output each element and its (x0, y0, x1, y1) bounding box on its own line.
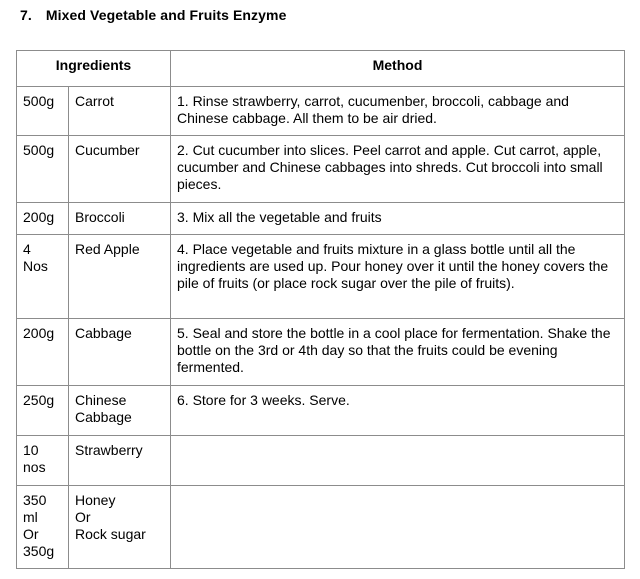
quantity-cell: 4 Nos (17, 235, 69, 319)
table-row (17, 235, 625, 319)
table-row (17, 87, 625, 136)
quantity-cell: 200g (17, 319, 69, 386)
method-cell: 6. Store for 3 weeks. Serve. (171, 386, 625, 436)
recipe-name: Mixed Vegetable and Fruits Enzyme (45, 7, 287, 23)
ingredient-cell: Cucumber (69, 136, 171, 203)
table-row (17, 436, 625, 486)
ingredient-cell: Honey Or Rock sugar (69, 486, 171, 569)
table-row (17, 386, 625, 436)
ingredients-header: Ingredients (17, 51, 171, 87)
ingredient-cell: Strawberry (69, 436, 171, 486)
table-row (17, 486, 625, 569)
table-row (17, 136, 625, 203)
table-row (17, 203, 625, 235)
method-cell (171, 486, 625, 569)
table-row (17, 319, 625, 386)
ingredient-cell: Cabbage (69, 319, 171, 386)
method-cell: 2. Cut cucumber into slices. Peel carrot and apple. Cut carrot, apple, cucumber and Chinese cabbages into shreds. Cut broccoli into small pieces. (171, 136, 625, 203)
method-cell (171, 436, 625, 486)
quantity-cell: 200g (17, 203, 69, 235)
quantity-cell: 10 nos (17, 436, 69, 486)
ingredient-cell: Red Apple (69, 235, 171, 319)
quantity-cell: 500g (17, 136, 69, 203)
quantity-cell: 250g (17, 386, 69, 436)
method-cell: 4. Place vegetable and fruits mixture in a glass bottle until all the ingredients are used up. Pour honey over it until the honey covers the pile of fruits (or place rock sugar over the pile of fruits). (171, 235, 625, 319)
table-header-row (17, 51, 625, 87)
quantity-cell: 500g (17, 87, 69, 136)
method-cell: 1. Rinse strawberry, carrot, cucumenber, broccoli, cabbage and Chinese cabbage. All them to be air dried. (171, 87, 625, 136)
recipe-table (16, 50, 625, 569)
method-cell: 5. Seal and store the bottle in a cool place for fermentation. Shake the bottle on the 3rd or 4th day so that the fruits could be evening fermented. (171, 319, 625, 386)
ingredient-cell: Chinese Cabbage (69, 386, 171, 436)
ingredient-cell: Carrot (69, 87, 171, 136)
ingredient-cell: Broccoli (69, 203, 171, 235)
method-header: Method (171, 51, 625, 87)
quantity-cell: 350 ml Or 350g (17, 486, 69, 569)
method-cell: 3. Mix all the vegetable and fruits (171, 203, 625, 235)
recipe-title (20, 7, 286, 23)
recipe-number: 7. (20, 7, 32, 23)
